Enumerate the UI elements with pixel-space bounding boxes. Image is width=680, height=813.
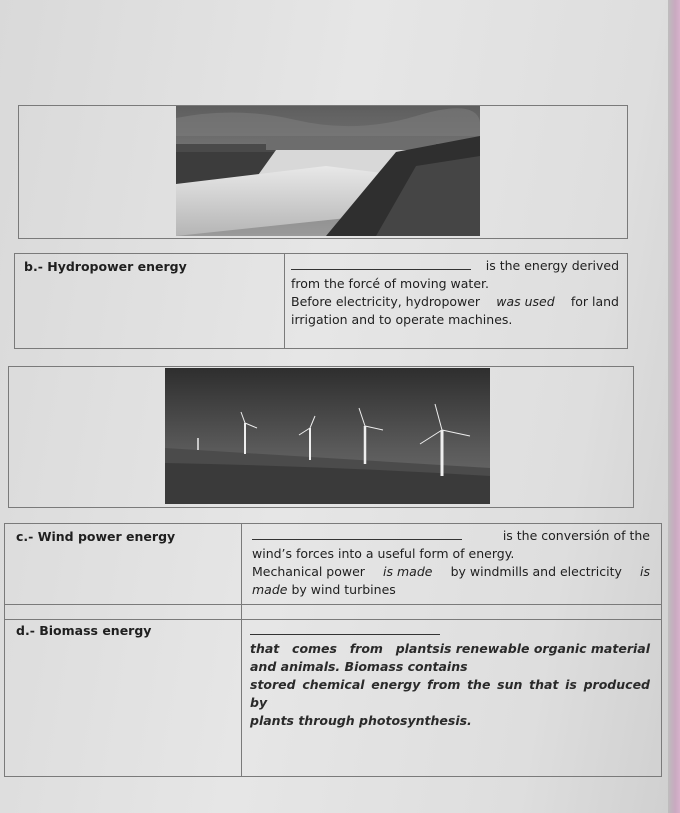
hydropower-divider bbox=[284, 253, 285, 348]
answer-blank-d[interactable] bbox=[250, 622, 440, 635]
wind-turbine-photo bbox=[165, 368, 490, 504]
row-separator bbox=[4, 604, 661, 605]
hydropower-description: is the energy derived from the forcé of moving water. Before electricity, hydropower was used for land irrigation and to operate machines. bbox=[291, 258, 619, 327]
hydropower-label: b.- Hydropower energy bbox=[24, 259, 187, 274]
biomass-description: is renewable organic material that comes from plants and animals. Biomass contains stored chemical energy from the sun that is produced by plants through photosynthesis. bbox=[250, 622, 650, 730]
page-edge bbox=[668, 0, 680, 813]
wind-power-description: is the conversión of the wind’s forces into a useful form of energy. Mechanical power is made by windmills and electricity is made by wind turbines bbox=[252, 528, 650, 597]
biomass-label: d.- Biomass energy bbox=[16, 623, 152, 638]
table-divider bbox=[241, 523, 242, 776]
answer-blank-b[interactable] bbox=[291, 257, 471, 270]
answer-blank-c[interactable] bbox=[252, 527, 462, 540]
row-separator-2 bbox=[4, 619, 661, 620]
wind-power-label: c.- Wind power energy bbox=[16, 529, 176, 544]
dam-photo bbox=[176, 106, 480, 236]
